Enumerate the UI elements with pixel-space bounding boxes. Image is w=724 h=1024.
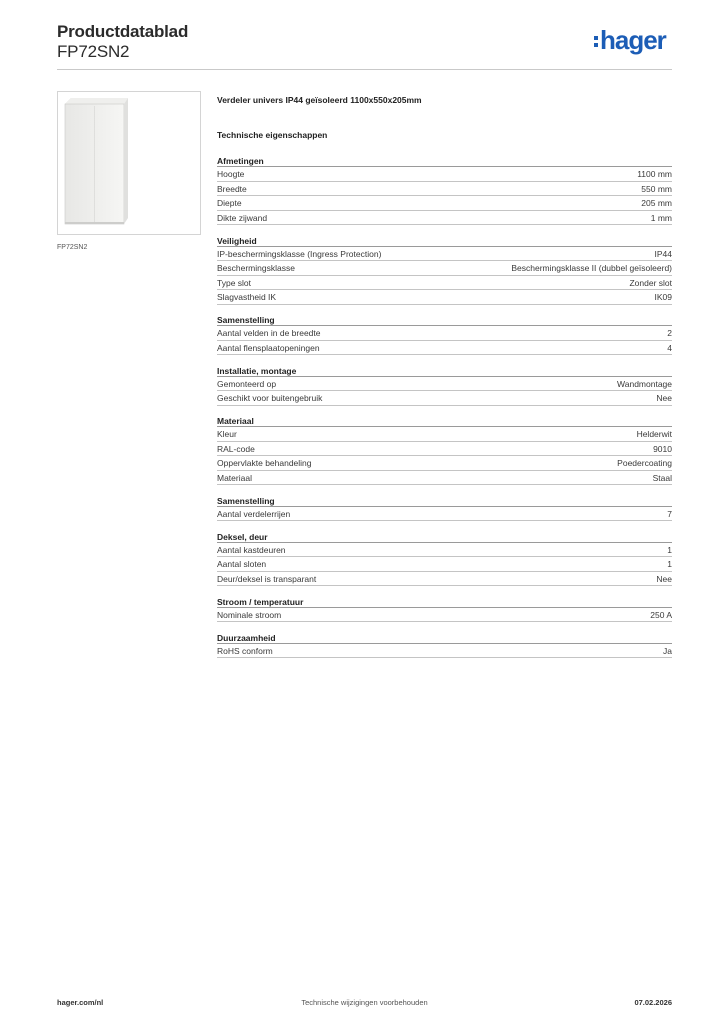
section-title: Veiligheid — [217, 235, 672, 247]
spec-value: 205 mm — [641, 198, 672, 208]
section-title: Samenstelling — [217, 314, 672, 326]
logo-text: hager — [600, 25, 666, 55]
product-image-caption: FP72SN2 — [57, 244, 88, 251]
spec-value: 7 — [667, 508, 672, 519]
spec-row — [217, 456, 672, 471]
spec-row — [217, 391, 672, 406]
product-image-frame — [57, 91, 201, 235]
spec-content — [217, 94, 672, 668]
spec-value: Ja — [663, 645, 672, 656]
spec-label: Geschikt voor buitengebruik — [217, 393, 323, 403]
product-title: Verdeler univers IP44 geïsoleerd 1100x550x205mm — [217, 95, 422, 105]
spec-row — [217, 644, 672, 659]
distribution-cabinet-image — [58, 92, 200, 234]
spec-section — [217, 415, 672, 485]
spec-value: 550 mm — [641, 183, 672, 194]
spec-sections — [217, 155, 672, 658]
footer-disclaimer: Technische wijzigingen voorbehouden — [301, 998, 428, 1007]
spec-section — [217, 632, 672, 659]
spec-value: 1 — [667, 559, 672, 569]
spec-value: 9010 — [653, 443, 672, 454]
spec-row — [217, 557, 672, 572]
spec-row — [217, 196, 672, 211]
spec-row — [217, 167, 672, 182]
spec-value: Nee — [656, 573, 672, 584]
spec-value: 250 A — [650, 609, 672, 620]
section-title: Samenstelling — [217, 495, 672, 507]
spec-label: IP-beschermingsklasse (Ingress Protection) — [217, 248, 382, 259]
spec-value: Poedercoating — [617, 458, 672, 468]
spec-label: Slagvastheid IK — [217, 292, 277, 302]
spec-row — [217, 442, 672, 457]
spec-value: Beschermingsklasse II (dubbel geïsoleerd) — [511, 263, 672, 273]
section-title: Materiaal — [217, 415, 672, 427]
spec-row — [217, 341, 672, 356]
spec-row — [217, 290, 672, 305]
spec-row — [217, 377, 672, 392]
spec-value: 2 — [667, 328, 672, 338]
spec-row — [217, 507, 672, 522]
spec-label: Diepte — [217, 198, 242, 208]
spec-row — [217, 427, 672, 442]
spec-row — [217, 247, 672, 262]
tech-properties-title: Technische eigenschappen — [217, 130, 328, 140]
spec-section — [217, 531, 672, 587]
spec-label: RoHS conform — [217, 645, 273, 656]
spec-row — [217, 261, 672, 276]
logo-dots-icon — [594, 36, 598, 50]
spec-row — [217, 608, 672, 623]
spec-label: Kleur — [217, 429, 237, 439]
spec-value: 1 mm — [650, 212, 672, 223]
spec-label: Type slot — [217, 277, 252, 288]
spec-label: Aantal verdelerrijen — [217, 508, 291, 519]
spec-value: IK09 — [654, 292, 672, 302]
spec-value: Nee — [656, 393, 672, 403]
spec-row — [217, 276, 672, 291]
spec-label: Aantal velden in de breedte — [217, 328, 321, 338]
spec-value: Staal — [652, 472, 672, 483]
page-title: Productdatablad — [57, 22, 189, 41]
spec-row — [217, 326, 672, 341]
spec-label: Deur/deksel is transparant — [217, 573, 317, 584]
header-divider — [57, 69, 672, 70]
spec-row — [217, 211, 672, 226]
spec-label: Dikte zijwand — [217, 212, 268, 223]
spec-value: Wandmontage — [617, 378, 672, 389]
spec-label: Gemonteerd op — [217, 378, 277, 389]
section-title: Deksel, deur — [217, 531, 672, 543]
hager-logo — [594, 27, 666, 57]
spec-value: 4 — [667, 342, 672, 353]
spec-label: Aantal sloten — [217, 559, 267, 569]
footer-date: 07.02.2026 — [634, 998, 672, 1007]
section-title: Duurzaamheid — [217, 632, 672, 644]
spec-section — [217, 596, 672, 623]
spec-label: Beschermingsklasse — [217, 263, 295, 273]
spec-label: Materiaal — [217, 472, 252, 483]
spec-value: 1 — [667, 544, 672, 555]
section-title: Stroom / temperatuur — [217, 596, 672, 608]
spec-row — [217, 471, 672, 486]
spec-label: Aantal kastdeuren — [217, 544, 286, 555]
spec-row — [217, 182, 672, 197]
spec-label: Hoogte — [217, 169, 245, 179]
spec-section — [217, 314, 672, 355]
spec-label: Aantal flensplaatopeningen — [217, 342, 320, 353]
spec-section — [217, 495, 672, 522]
spec-section — [217, 365, 672, 406]
spec-row — [217, 543, 672, 558]
spec-row — [217, 572, 672, 587]
spec-section — [217, 235, 672, 305]
spec-section — [217, 155, 672, 225]
section-title: Afmetingen — [217, 155, 672, 167]
spec-value: Zonder slot — [629, 277, 672, 288]
product-code: FP72SN2 — [57, 42, 130, 61]
page-footer — [57, 998, 672, 1010]
spec-label: RAL-code — [217, 443, 255, 454]
spec-value: Helderwit — [636, 429, 672, 439]
spec-label: Oppervlakte behandeling — [217, 458, 312, 468]
spec-label: Nominale stroom — [217, 609, 282, 620]
section-title: Installatie, montage — [217, 365, 672, 377]
spec-value: 1100 mm — [637, 169, 672, 179]
spec-value: IP44 — [654, 248, 672, 259]
footer-website[interactable]: hager.com/nl — [57, 998, 104, 1007]
page-header — [57, 22, 188, 61]
spec-label: Breedte — [217, 183, 247, 194]
